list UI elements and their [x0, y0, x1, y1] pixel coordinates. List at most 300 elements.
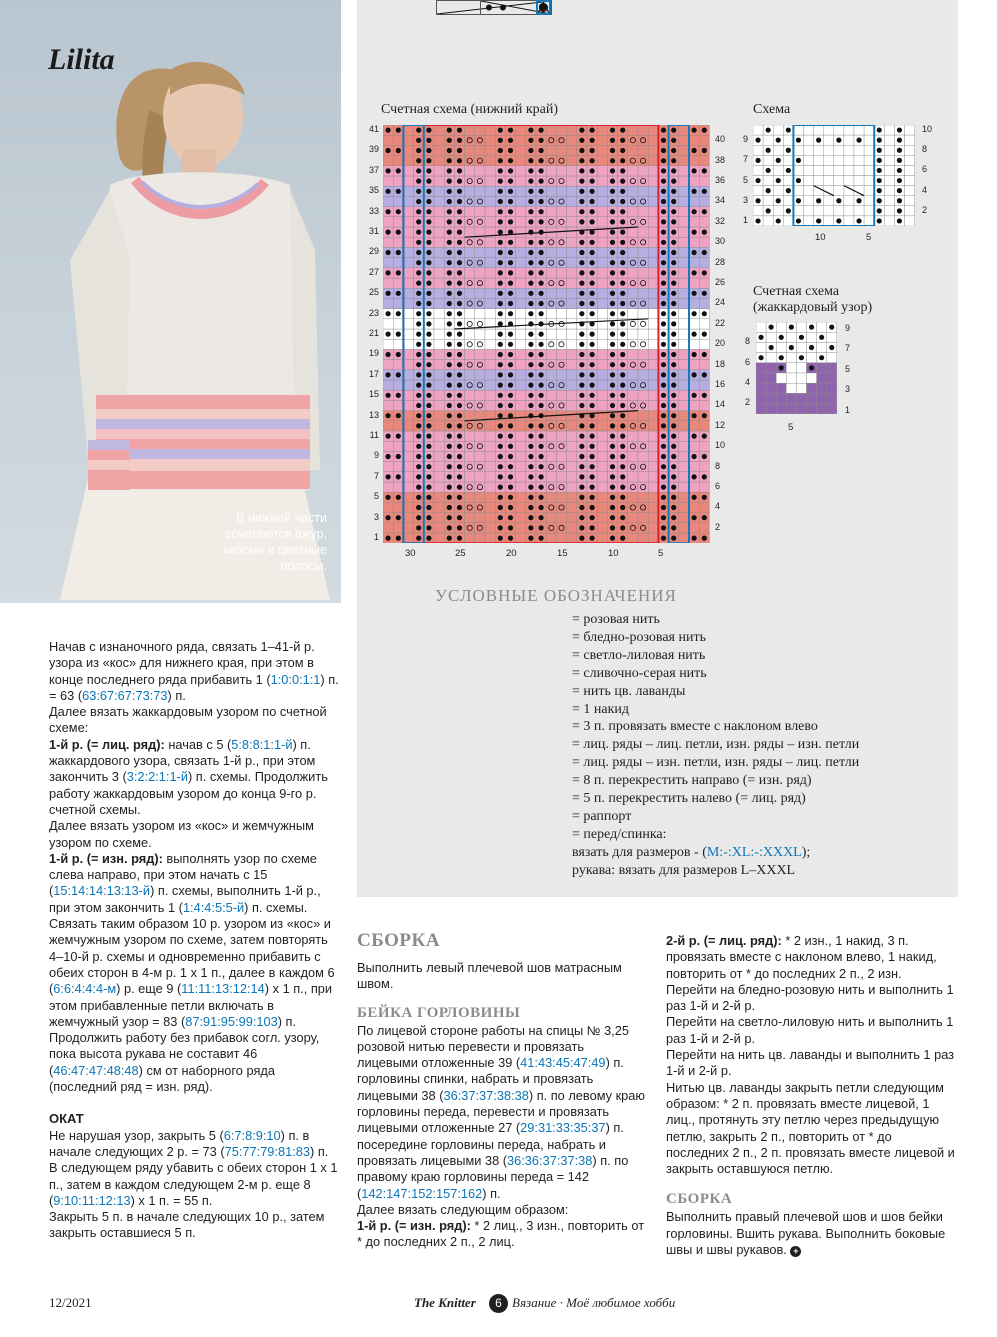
- axis-tick-label: 1: [373, 532, 379, 542]
- chart-cell: [403, 533, 413, 543]
- chart-cell: [638, 482, 648, 492]
- scheme-cell: [864, 165, 874, 175]
- purl-dot: [426, 454, 431, 459]
- chart-cell: [628, 186, 638, 196]
- purl-dot: [692, 413, 697, 418]
- purl-dot: [457, 403, 462, 408]
- purl-dot: [498, 362, 503, 367]
- purl-dot: [508, 342, 513, 347]
- purl-dot: [702, 454, 707, 459]
- chart-cell: [546, 268, 556, 278]
- purl-dot: [620, 485, 625, 490]
- purl-dot: [877, 198, 882, 203]
- purl-dot: [396, 434, 401, 439]
- scheme-cell: [844, 155, 854, 165]
- chart-cell: [638, 217, 648, 227]
- purl-dot: [447, 444, 452, 449]
- jacquard-cell: [766, 393, 776, 403]
- chart-cell: [597, 370, 607, 380]
- purl-dot: [508, 444, 513, 449]
- purl-dot: [692, 434, 697, 439]
- chart-cell: [628, 421, 638, 431]
- chart-cell: [556, 156, 566, 166]
- purl-dot: [528, 525, 533, 530]
- purl-dot: [508, 332, 513, 337]
- chart-cell: [699, 156, 709, 166]
- chart-cell: [465, 370, 475, 380]
- axis-tick-label: 35: [368, 185, 379, 196]
- lower-edge-chart: [383, 125, 710, 543]
- legend-label: = раппорт: [572, 808, 632, 824]
- axis-tick-label: 15: [368, 389, 379, 400]
- chart-cell: [475, 278, 485, 288]
- chart-cell: [628, 349, 638, 359]
- chart-cell: [546, 166, 556, 176]
- chart-cell: [679, 176, 689, 186]
- purl-dot: [508, 434, 513, 439]
- purl-dot: [426, 321, 431, 326]
- chart-cell: [434, 278, 444, 288]
- scheme-cell: [884, 165, 894, 175]
- chart-cell: [403, 288, 413, 298]
- purl-dot: [457, 525, 462, 530]
- purl-dot: [610, 505, 615, 510]
- purl-dot: [396, 495, 401, 500]
- chart-cell: [475, 268, 485, 278]
- chart-cell: [485, 237, 495, 247]
- chart-cell: [638, 288, 648, 298]
- chart-cell: [638, 462, 648, 472]
- purl-dot: [447, 536, 452, 541]
- jacquard-cell: [786, 373, 796, 383]
- purl-dot: [528, 168, 533, 173]
- purl-dot: [620, 240, 625, 245]
- purl-dot: [447, 311, 452, 316]
- purl-dot: [579, 444, 584, 449]
- chart-cell: [475, 339, 485, 349]
- chart-cell: [516, 421, 526, 431]
- axis-tick-label: 23: [368, 307, 379, 318]
- chart-cell: [689, 339, 699, 349]
- purl-dot: [396, 332, 401, 337]
- purl-dot: [539, 199, 544, 204]
- jacquard-cell: [756, 404, 766, 414]
- chart-cell: [648, 166, 658, 176]
- left-p6: Продолжить работу без прибавок согл. узору, пока высота рукава не составит 46 (46:47:47:48:48) см от наборного ряда (последний ряд = изн. ряд).: [49, 1030, 320, 1095]
- purl-dot: [702, 536, 707, 541]
- chart-cell: [648, 125, 658, 135]
- purl-dot: [539, 332, 544, 337]
- jacquard-cell: [796, 373, 806, 383]
- purl-dot: [498, 179, 503, 184]
- purl-dot: [702, 250, 707, 255]
- scheme-cell: [864, 186, 874, 196]
- purl-dot: [539, 189, 544, 194]
- purl-dot: [457, 434, 462, 439]
- purl-dot: [539, 270, 544, 275]
- chart-cell: [383, 360, 393, 370]
- purl-dot: [661, 168, 666, 173]
- purl-dot: [590, 270, 595, 275]
- chart-cell: [689, 258, 699, 268]
- purl-dot: [620, 423, 625, 428]
- chart-cell: [628, 523, 638, 533]
- chart-cell: [638, 492, 648, 502]
- scheme-cell: [824, 145, 834, 155]
- chart-cell: [597, 431, 607, 441]
- purl-dot: [610, 413, 615, 418]
- chart-cell: [393, 441, 403, 451]
- purl-dot: [702, 230, 707, 235]
- purl-dot: [610, 525, 615, 530]
- purl-dot: [590, 474, 595, 479]
- chart-cell: [556, 451, 566, 461]
- axis-tick-label: 36: [715, 175, 726, 185]
- chart-cell: [689, 176, 699, 186]
- purl-dot: [590, 423, 595, 428]
- purl-dot: [528, 240, 533, 245]
- purl-dot: [416, 199, 421, 204]
- chart-cell: [403, 166, 413, 176]
- purl-dot: [877, 138, 882, 143]
- purl-dot: [620, 321, 625, 326]
- purl-dot: [661, 383, 666, 388]
- purl-dot: [610, 362, 615, 367]
- purl-dot: [579, 495, 584, 500]
- chart-cell: [679, 186, 689, 196]
- chart-cell: [475, 288, 485, 298]
- purl-dot: [498, 189, 503, 194]
- purl-dot: [590, 342, 595, 347]
- purl-dot: [416, 403, 421, 408]
- jacquard-cell: [786, 363, 796, 373]
- chart-cell: [383, 135, 393, 145]
- purl-dot: [610, 260, 615, 265]
- purl-dot: [755, 218, 760, 223]
- axis-tick-label: 20: [506, 548, 517, 559]
- chart-cell: [465, 451, 475, 461]
- purl-dot: [661, 403, 666, 408]
- chart-cell: [638, 339, 648, 349]
- purl-dot: [610, 250, 615, 255]
- scheme-cell: [783, 176, 793, 186]
- purl-dot: [786, 127, 791, 132]
- purl-dot: [877, 218, 882, 223]
- scheme-cell: [814, 145, 824, 155]
- scheme-cell: [864, 196, 874, 206]
- chart-cell: [465, 472, 475, 482]
- chart-cell: [516, 186, 526, 196]
- jacquard-cell: [817, 322, 827, 332]
- purl-dot: [426, 362, 431, 367]
- chart-cell: [556, 247, 566, 257]
- purl-dot: [779, 335, 784, 340]
- chart-cell: [546, 237, 556, 247]
- scheme-cell: [834, 145, 844, 155]
- purl-dot: [498, 291, 503, 296]
- chart-cell: [475, 482, 485, 492]
- purl-dot: [671, 393, 676, 398]
- purl-dot: [498, 372, 503, 377]
- purl-dot: [776, 198, 781, 203]
- axis-tick-label: 25: [368, 287, 379, 298]
- chart-cell: [597, 268, 607, 278]
- purl-dot: [447, 321, 452, 326]
- chart-cell: [393, 298, 403, 308]
- chart-cell: [597, 145, 607, 155]
- chart-cell: [679, 135, 689, 145]
- chart-cell: [434, 380, 444, 390]
- purl-dot: [528, 219, 533, 224]
- purl-dot: [702, 189, 707, 194]
- purl-dot: [661, 230, 666, 235]
- chart-cell: [475, 207, 485, 217]
- right-p3: Перейти на светло-лиловую нить и выполнить 1 раз 1-й и 2-й р.: [666, 1014, 954, 1046]
- chart-cell: [699, 258, 709, 268]
- chart-cell: [475, 145, 485, 155]
- purl-dot: [579, 372, 584, 377]
- chart-cell: [638, 227, 648, 237]
- axis-tick-label: 6: [922, 164, 928, 175]
- purl-dot: [508, 362, 513, 367]
- chart-cell: [393, 462, 403, 472]
- chart-cell: [516, 247, 526, 257]
- chart-cell: [434, 421, 444, 431]
- purl-dot: [877, 178, 882, 183]
- chart-cell: [638, 360, 648, 370]
- chart-cell: [679, 268, 689, 278]
- jacquard-cell: [817, 373, 827, 383]
- chart-cell: [465, 411, 475, 421]
- purl-dot: [498, 342, 503, 347]
- chart-cell: [465, 207, 475, 217]
- purl-dot: [528, 495, 533, 500]
- purl-dot: [528, 158, 533, 163]
- jacquard-cell: [776, 383, 786, 393]
- purl-dot: [692, 393, 697, 398]
- chart-cell: [403, 237, 413, 247]
- purl-dot: [671, 515, 676, 520]
- purl-dot: [590, 444, 595, 449]
- footer-magazine: The Knitter: [414, 1295, 476, 1310]
- purl-dot: [671, 250, 676, 255]
- chart-cell: [689, 360, 699, 370]
- purl-dot: [386, 209, 391, 214]
- purl-dot: [386, 311, 391, 316]
- purl-dot: [447, 413, 452, 418]
- purl-dot: [877, 148, 882, 153]
- chart-cell: [465, 329, 475, 339]
- purl-dot: [528, 301, 533, 306]
- jacquard-cell: [776, 342, 786, 352]
- chart-cell: [556, 339, 566, 349]
- purl-dot: [386, 434, 391, 439]
- purl-dot: [702, 352, 707, 357]
- scheme-cell: [905, 135, 915, 145]
- axis-tick-label: 17: [368, 368, 379, 379]
- purl-dot: [426, 423, 431, 428]
- chart-cell: [465, 258, 475, 268]
- scheme-cell: [905, 176, 915, 186]
- chart-cell: [475, 441, 485, 451]
- chart-cell: [556, 298, 566, 308]
- chart-cell: [516, 298, 526, 308]
- chart-cell: [648, 217, 658, 227]
- purl-dot: [661, 393, 666, 398]
- axis-tick-label: 19: [368, 348, 379, 359]
- chart-cell: [465, 431, 475, 441]
- purl-dot: [610, 403, 615, 408]
- purl-dot: [779, 355, 784, 360]
- purl-dot: [498, 485, 503, 490]
- chart-cell: [628, 400, 638, 410]
- chart-cell: [516, 349, 526, 359]
- scheme-cell: [824, 216, 834, 226]
- chart-cell: [403, 186, 413, 196]
- chart-cell: [393, 176, 403, 186]
- scheme-cell: [884, 135, 894, 145]
- purl-dot: [447, 128, 452, 133]
- chart-cell: [556, 380, 566, 390]
- purl-dot: [539, 240, 544, 245]
- chart-cell: [699, 278, 709, 288]
- chart-cell: [567, 186, 577, 196]
- chart-cell: [403, 492, 413, 502]
- chart-cell: [546, 176, 556, 186]
- purl-dot: [590, 281, 595, 286]
- purl-dot: [426, 413, 431, 418]
- purl-dot: [416, 464, 421, 469]
- chart-cell: [465, 145, 475, 155]
- chart-cell: [465, 227, 475, 237]
- purl-dot: [447, 230, 452, 235]
- purl-dot: [447, 362, 452, 367]
- chart-cell: [567, 247, 577, 257]
- purl-dot: [692, 189, 697, 194]
- scheme-cell: [814, 125, 824, 135]
- purl-dot: [620, 495, 625, 500]
- chart-cell: [556, 207, 566, 217]
- axis-tick-label: 10: [715, 440, 726, 451]
- chart-cell: [689, 400, 699, 410]
- chart-cell: [648, 247, 658, 257]
- chart-cell: [648, 360, 658, 370]
- chart-cell: [546, 186, 556, 196]
- purl-dot: [661, 515, 666, 520]
- scheme-cell: [884, 196, 894, 206]
- chart-cell: [383, 156, 393, 166]
- purl-dot: [856, 218, 861, 223]
- chart-cell: [679, 145, 689, 155]
- purl-dot: [620, 413, 625, 418]
- purl-dot: [620, 281, 625, 286]
- purl-dot: [416, 383, 421, 388]
- purl-dot: [610, 219, 615, 224]
- purl-dot: [528, 372, 533, 377]
- purl-dot: [671, 240, 676, 245]
- purl-dot: [457, 352, 462, 357]
- scheme-cell: [804, 135, 814, 145]
- chart-cell: [679, 482, 689, 492]
- scheme-cell: [753, 186, 763, 196]
- purl-dot: [508, 281, 513, 286]
- purl-dot: [447, 454, 452, 459]
- scheme-cell: [753, 206, 763, 216]
- chart-cell: [516, 339, 526, 349]
- purl-dot: [877, 188, 882, 193]
- purl-dot: [528, 434, 533, 439]
- chart-cell: [546, 370, 556, 380]
- purl-dot: [457, 219, 462, 224]
- chart-cell: [516, 462, 526, 472]
- scheme-cell: [905, 165, 915, 175]
- purl-dot: [426, 464, 431, 469]
- chart-cell: [403, 145, 413, 155]
- scheme-cell: [783, 155, 793, 165]
- chart-cell: [475, 247, 485, 257]
- scheme-cell: [753, 165, 763, 175]
- chart-cell: [383, 441, 393, 451]
- chart-cell: [638, 400, 648, 410]
- chart-cell: [556, 349, 566, 359]
- chart-cell: [597, 196, 607, 206]
- chart-cell: [597, 258, 607, 268]
- purl-dot: [457, 138, 462, 143]
- purl-dot: [386, 393, 391, 398]
- axis-tick-label: 10: [922, 124, 933, 134]
- chart-cell: [465, 339, 475, 349]
- purl-dot: [620, 536, 625, 541]
- chart-cell: [567, 156, 577, 166]
- chart-cell: [556, 390, 566, 400]
- chart-cell: [648, 482, 658, 492]
- purl-dot: [836, 138, 841, 143]
- purl-dot: [786, 188, 791, 193]
- chart-cell: [383, 258, 393, 268]
- purl-dot: [620, 209, 625, 214]
- chart-cell: [516, 176, 526, 186]
- chart-cell: [699, 523, 709, 533]
- purl-dot: [539, 434, 544, 439]
- purl-dot: [416, 128, 421, 133]
- purl-dot: [416, 230, 421, 235]
- chart-cell: [638, 196, 648, 206]
- purl-dot: [498, 301, 503, 306]
- purl-dot: [579, 158, 584, 163]
- scheme-cell: [864, 206, 874, 216]
- chart-cell: [465, 360, 475, 370]
- purl-dot: [620, 219, 625, 224]
- chart-cell: [628, 247, 638, 257]
- purl-dot: [508, 219, 513, 224]
- chart-cell: [648, 502, 658, 512]
- purl-dot: [447, 393, 452, 398]
- chart-cell: [403, 502, 413, 512]
- purl-dot: [426, 444, 431, 449]
- legend-label: = 1 накид: [572, 701, 630, 717]
- chart-cell: [628, 278, 638, 288]
- purl-dot: [457, 372, 462, 377]
- chart-cell: [699, 360, 709, 370]
- chart-cell: [648, 380, 658, 390]
- chart-cell: [516, 533, 526, 543]
- purl-dot: [539, 485, 544, 490]
- chart-cell: [475, 400, 485, 410]
- purl-dot: [426, 342, 431, 347]
- purl-dot: [610, 148, 615, 153]
- purl-dot: [528, 383, 533, 388]
- purl-dot: [579, 485, 584, 490]
